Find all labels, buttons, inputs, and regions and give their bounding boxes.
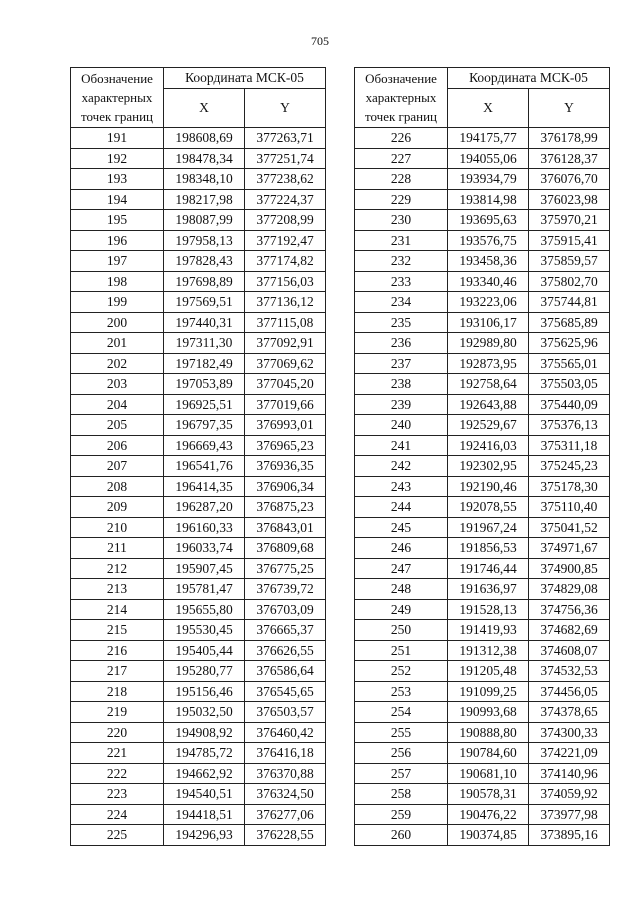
point-id: 208 xyxy=(71,476,164,497)
point-id: 256 xyxy=(355,743,448,764)
point-id: 223 xyxy=(71,784,164,805)
y-value: 377174,82 xyxy=(245,251,326,272)
point-id: 251 xyxy=(355,640,448,661)
y-value: 374900,85 xyxy=(529,558,610,579)
x-value: 191967,24 xyxy=(448,517,529,538)
x-value: 191205,48 xyxy=(448,661,529,682)
x-value: 195781,47 xyxy=(164,579,245,600)
table-row xyxy=(71,128,326,149)
y-value: 375041,52 xyxy=(529,517,610,538)
point-id: 213 xyxy=(71,579,164,600)
x-value: 191636,97 xyxy=(448,579,529,600)
y-value: 375178,30 xyxy=(529,476,610,497)
x-value: 195530,45 xyxy=(164,620,245,641)
y-value: 374140,96 xyxy=(529,763,610,784)
point-id: 199 xyxy=(71,292,164,313)
point-id: 204 xyxy=(71,394,164,415)
table-row xyxy=(355,620,610,641)
x-value: 192416,03 xyxy=(448,435,529,456)
x-value: 195655,80 xyxy=(164,599,245,620)
point-id: 220 xyxy=(71,722,164,743)
y-value: 376416,18 xyxy=(245,743,326,764)
y-value: 374221,09 xyxy=(529,743,610,764)
y-value: 375245,23 xyxy=(529,456,610,477)
y-value: 376993,01 xyxy=(245,415,326,436)
table-row xyxy=(355,271,610,292)
x-value: 192643,88 xyxy=(448,394,529,415)
y-value: 377238,62 xyxy=(245,169,326,190)
x-value: 197311,30 xyxy=(164,333,245,354)
point-id: 195 xyxy=(71,210,164,231)
table-row xyxy=(355,251,610,272)
table-row xyxy=(71,292,326,313)
x-value: 197828,43 xyxy=(164,251,245,272)
y-value: 377019,66 xyxy=(245,394,326,415)
point-id: 238 xyxy=(355,374,448,395)
table-row xyxy=(71,415,326,436)
table-row xyxy=(71,640,326,661)
point-label-header: Обозначение характерных точек границ xyxy=(71,68,164,128)
table-row xyxy=(355,702,610,723)
y-value: 374059,92 xyxy=(529,784,610,805)
x-header: X xyxy=(164,89,245,128)
x-value: 197440,31 xyxy=(164,312,245,333)
x-value: 194540,51 xyxy=(164,784,245,805)
point-id: 252 xyxy=(355,661,448,682)
table-row xyxy=(71,702,326,723)
point-id: 239 xyxy=(355,394,448,415)
point-id: 192 xyxy=(71,148,164,169)
point-id: 248 xyxy=(355,579,448,600)
table-row xyxy=(71,784,326,805)
table-row xyxy=(71,620,326,641)
y-value: 376503,57 xyxy=(245,702,326,723)
x-value: 193340,46 xyxy=(448,271,529,292)
coord-group-header: Координата МСК-05 xyxy=(164,68,326,89)
table-body-right xyxy=(355,128,610,846)
y-value: 376076,70 xyxy=(529,169,610,190)
x-value: 192190,46 xyxy=(448,476,529,497)
table-row xyxy=(71,435,326,456)
x-value: 194418,51 xyxy=(164,804,245,825)
x-value: 191312,38 xyxy=(448,640,529,661)
x-value: 191099,25 xyxy=(448,681,529,702)
y-value: 375915,41 xyxy=(529,230,610,251)
y-value: 375970,21 xyxy=(529,210,610,231)
x-value: 196541,76 xyxy=(164,456,245,477)
table-row xyxy=(355,743,610,764)
x-value: 198348,10 xyxy=(164,169,245,190)
x-value: 191746,44 xyxy=(448,558,529,579)
point-id: 196 xyxy=(71,230,164,251)
point-id: 259 xyxy=(355,804,448,825)
table-row xyxy=(355,374,610,395)
x-value: 196033,74 xyxy=(164,538,245,559)
x-value: 195032,50 xyxy=(164,702,245,723)
y-value: 377115,08 xyxy=(245,312,326,333)
y-value: 377208,99 xyxy=(245,210,326,231)
point-id: 246 xyxy=(355,538,448,559)
y-value: 376843,01 xyxy=(245,517,326,538)
x-value: 197053,89 xyxy=(164,374,245,395)
y-value: 375110,40 xyxy=(529,497,610,518)
x-header: X xyxy=(448,89,529,128)
x-value: 190888,80 xyxy=(448,722,529,743)
table-row xyxy=(355,497,610,518)
table-row xyxy=(355,292,610,313)
y-value: 377069,62 xyxy=(245,353,326,374)
x-value: 193695,63 xyxy=(448,210,529,231)
y-value: 373895,16 xyxy=(529,825,610,846)
point-id: 227 xyxy=(355,148,448,169)
y-value: 377045,20 xyxy=(245,374,326,395)
y-value: 374532,53 xyxy=(529,661,610,682)
x-value: 190476,22 xyxy=(448,804,529,825)
point-id: 235 xyxy=(355,312,448,333)
table-row xyxy=(71,661,326,682)
x-value: 194175,77 xyxy=(448,128,529,149)
x-value: 190784,60 xyxy=(448,743,529,764)
x-value: 196414,35 xyxy=(164,476,245,497)
table-row xyxy=(71,743,326,764)
table-row xyxy=(71,681,326,702)
y-value: 375311,18 xyxy=(529,435,610,456)
point-id: 212 xyxy=(71,558,164,579)
table-row xyxy=(71,763,326,784)
y-value: 376875,23 xyxy=(245,497,326,518)
table-row xyxy=(71,333,326,354)
y-value: 374682,69 xyxy=(529,620,610,641)
point-id: 206 xyxy=(71,435,164,456)
point-id: 226 xyxy=(355,128,448,149)
y-value: 376775,25 xyxy=(245,558,326,579)
table-row xyxy=(71,825,326,846)
point-id: 198 xyxy=(71,271,164,292)
y-value: 375744,81 xyxy=(529,292,610,313)
table-row xyxy=(355,148,610,169)
x-value: 197698,89 xyxy=(164,271,245,292)
table-row xyxy=(355,722,610,743)
point-id: 244 xyxy=(355,497,448,518)
x-value: 193576,75 xyxy=(448,230,529,251)
point-id: 207 xyxy=(71,456,164,477)
x-value: 195405,44 xyxy=(164,640,245,661)
point-id: 250 xyxy=(355,620,448,641)
y-value: 374971,67 xyxy=(529,538,610,559)
table-row xyxy=(355,763,610,784)
point-id: 230 xyxy=(355,210,448,231)
y-value: 376277,06 xyxy=(245,804,326,825)
table-row xyxy=(355,312,610,333)
y-value: 375565,01 xyxy=(529,353,610,374)
table-row xyxy=(71,579,326,600)
table-row xyxy=(71,804,326,825)
table-row xyxy=(355,681,610,702)
y-value: 376965,23 xyxy=(245,435,326,456)
point-id: 228 xyxy=(355,169,448,190)
x-value: 193934,79 xyxy=(448,169,529,190)
point-id: 229 xyxy=(355,189,448,210)
table-row xyxy=(355,804,610,825)
y-value: 376370,88 xyxy=(245,763,326,784)
table-row xyxy=(71,456,326,477)
point-id: 217 xyxy=(71,661,164,682)
x-value: 193223,06 xyxy=(448,292,529,313)
table-row xyxy=(71,476,326,497)
y-value: 376936,35 xyxy=(245,456,326,477)
point-id: 232 xyxy=(355,251,448,272)
table-row xyxy=(355,784,610,805)
x-value: 198608,69 xyxy=(164,128,245,149)
table-row xyxy=(355,456,610,477)
point-id: 225 xyxy=(71,825,164,846)
table-row xyxy=(355,640,610,661)
table-row xyxy=(71,251,326,272)
point-id: 242 xyxy=(355,456,448,477)
y-value: 377136,12 xyxy=(245,292,326,313)
y-value: 374829,08 xyxy=(529,579,610,600)
x-value: 194296,93 xyxy=(164,825,245,846)
x-value: 192758,64 xyxy=(448,374,529,395)
point-id: 241 xyxy=(355,435,448,456)
x-value: 194055,06 xyxy=(448,148,529,169)
table-row xyxy=(71,497,326,518)
table-row xyxy=(71,558,326,579)
point-label-header: Обозначение характерных точек границ xyxy=(355,68,448,128)
point-id: 253 xyxy=(355,681,448,702)
table-row xyxy=(355,435,610,456)
y-value: 374608,07 xyxy=(529,640,610,661)
table-row xyxy=(71,394,326,415)
y-value: 376586,64 xyxy=(245,661,326,682)
x-value: 194785,72 xyxy=(164,743,245,764)
x-value: 191419,93 xyxy=(448,620,529,641)
y-value: 376703,09 xyxy=(245,599,326,620)
table-row xyxy=(71,271,326,292)
point-id: 215 xyxy=(71,620,164,641)
y-value: 377192,47 xyxy=(245,230,326,251)
x-value: 192989,80 xyxy=(448,333,529,354)
table-row xyxy=(71,353,326,374)
point-id: 254 xyxy=(355,702,448,723)
point-id: 210 xyxy=(71,517,164,538)
table-row xyxy=(355,599,610,620)
table-row xyxy=(71,312,326,333)
table-row xyxy=(355,825,610,846)
table-row xyxy=(355,333,610,354)
table-row xyxy=(355,538,610,559)
page-number: 705 xyxy=(311,34,329,48)
point-id: 234 xyxy=(355,292,448,313)
y-value: 376739,72 xyxy=(245,579,326,600)
point-id: 203 xyxy=(71,374,164,395)
coordinates-table-left xyxy=(70,67,326,846)
x-value: 193814,98 xyxy=(448,189,529,210)
point-id: 211 xyxy=(71,538,164,559)
point-id: 218 xyxy=(71,681,164,702)
point-id: 237 xyxy=(355,353,448,374)
point-id: 255 xyxy=(355,722,448,743)
x-value: 194662,92 xyxy=(164,763,245,784)
coordinates-table-right xyxy=(354,67,610,846)
x-value: 190374,85 xyxy=(448,825,529,846)
table-row xyxy=(355,558,610,579)
table-row xyxy=(71,517,326,538)
table-row xyxy=(71,189,326,210)
point-id: 205 xyxy=(71,415,164,436)
y-value: 376809,68 xyxy=(245,538,326,559)
point-id: 200 xyxy=(71,312,164,333)
table-row xyxy=(355,579,610,600)
y-value: 376128,37 xyxy=(529,148,610,169)
table-row xyxy=(355,210,610,231)
table-row xyxy=(355,661,610,682)
x-value: 191856,53 xyxy=(448,538,529,559)
x-value: 196669,43 xyxy=(164,435,245,456)
point-id: 209 xyxy=(71,497,164,518)
table-row xyxy=(71,148,326,169)
x-value: 192302,95 xyxy=(448,456,529,477)
x-value: 193458,36 xyxy=(448,251,529,272)
y-value: 375859,57 xyxy=(529,251,610,272)
y-value: 374756,36 xyxy=(529,599,610,620)
y-value: 377092,91 xyxy=(245,333,326,354)
x-value: 196287,20 xyxy=(164,497,245,518)
point-id: 243 xyxy=(355,476,448,497)
x-value: 197182,49 xyxy=(164,353,245,374)
y-value: 375376,13 xyxy=(529,415,610,436)
y-value: 377224,37 xyxy=(245,189,326,210)
x-value: 195907,45 xyxy=(164,558,245,579)
x-value: 195280,77 xyxy=(164,661,245,682)
point-id: 193 xyxy=(71,169,164,190)
x-value: 193106,17 xyxy=(448,312,529,333)
x-value: 190681,10 xyxy=(448,763,529,784)
table-row xyxy=(355,415,610,436)
point-id: 221 xyxy=(71,743,164,764)
x-value: 190993,68 xyxy=(448,702,529,723)
table-row xyxy=(71,374,326,395)
x-value: 192078,55 xyxy=(448,497,529,518)
table-body-left xyxy=(71,128,326,846)
y-value: 377263,71 xyxy=(245,128,326,149)
point-id: 245 xyxy=(355,517,448,538)
point-id: 201 xyxy=(71,333,164,354)
point-id: 236 xyxy=(355,333,448,354)
table-row xyxy=(355,128,610,149)
table-row xyxy=(355,517,610,538)
x-value: 196925,51 xyxy=(164,394,245,415)
point-id: 257 xyxy=(355,763,448,784)
x-value: 192529,67 xyxy=(448,415,529,436)
x-value: 196160,33 xyxy=(164,517,245,538)
x-value: 194908,92 xyxy=(164,722,245,743)
y-value: 375802,70 xyxy=(529,271,610,292)
point-id: 249 xyxy=(355,599,448,620)
point-id: 233 xyxy=(355,271,448,292)
point-id: 247 xyxy=(355,558,448,579)
table-row xyxy=(71,599,326,620)
point-id: 240 xyxy=(355,415,448,436)
point-id: 224 xyxy=(71,804,164,825)
y-value: 375625,96 xyxy=(529,333,610,354)
y-value: 376665,37 xyxy=(245,620,326,641)
table-row xyxy=(71,169,326,190)
coord-group-header: Координата МСК-05 xyxy=(448,68,610,89)
x-value: 195156,46 xyxy=(164,681,245,702)
point-id: 197 xyxy=(71,251,164,272)
point-id: 222 xyxy=(71,763,164,784)
y-value: 376228,55 xyxy=(245,825,326,846)
point-id: 191 xyxy=(71,128,164,149)
y-value: 376545,65 xyxy=(245,681,326,702)
x-value: 197569,51 xyxy=(164,292,245,313)
point-id: 214 xyxy=(71,599,164,620)
point-id: 202 xyxy=(71,353,164,374)
point-id: 258 xyxy=(355,784,448,805)
x-value: 198478,34 xyxy=(164,148,245,169)
y-value: 374378,65 xyxy=(529,702,610,723)
table-row xyxy=(71,210,326,231)
y-value: 375685,89 xyxy=(529,312,610,333)
table-row xyxy=(71,230,326,251)
y-value: 376460,42 xyxy=(245,722,326,743)
y-header: Y xyxy=(245,89,326,128)
x-value: 197958,13 xyxy=(164,230,245,251)
y-value: 375440,09 xyxy=(529,394,610,415)
table-row xyxy=(355,169,610,190)
y-value: 376906,34 xyxy=(245,476,326,497)
point-id: 194 xyxy=(71,189,164,210)
y-value: 373977,98 xyxy=(529,804,610,825)
point-id: 216 xyxy=(71,640,164,661)
y-value: 376626,55 xyxy=(245,640,326,661)
y-value: 377156,03 xyxy=(245,271,326,292)
table-row xyxy=(71,722,326,743)
table-row xyxy=(355,353,610,374)
table-row xyxy=(355,230,610,251)
point-id: 231 xyxy=(355,230,448,251)
point-id: 219 xyxy=(71,702,164,723)
point-id: 260 xyxy=(355,825,448,846)
y-value: 376178,99 xyxy=(529,128,610,149)
y-value: 377251,74 xyxy=(245,148,326,169)
y-value: 374300,33 xyxy=(529,722,610,743)
x-value: 190578,31 xyxy=(448,784,529,805)
y-value: 375503,05 xyxy=(529,374,610,395)
y-value: 376023,98 xyxy=(529,189,610,210)
table-row xyxy=(355,189,610,210)
y-value: 374456,05 xyxy=(529,681,610,702)
table-row xyxy=(355,476,610,497)
table-row xyxy=(355,394,610,415)
y-header: Y xyxy=(529,89,610,128)
y-value: 376324,50 xyxy=(245,784,326,805)
table-row xyxy=(71,538,326,559)
x-value: 198087,99 xyxy=(164,210,245,231)
x-value: 192873,95 xyxy=(448,353,529,374)
x-value: 196797,35 xyxy=(164,415,245,436)
x-value: 198217,98 xyxy=(164,189,245,210)
x-value: 191528,13 xyxy=(448,599,529,620)
